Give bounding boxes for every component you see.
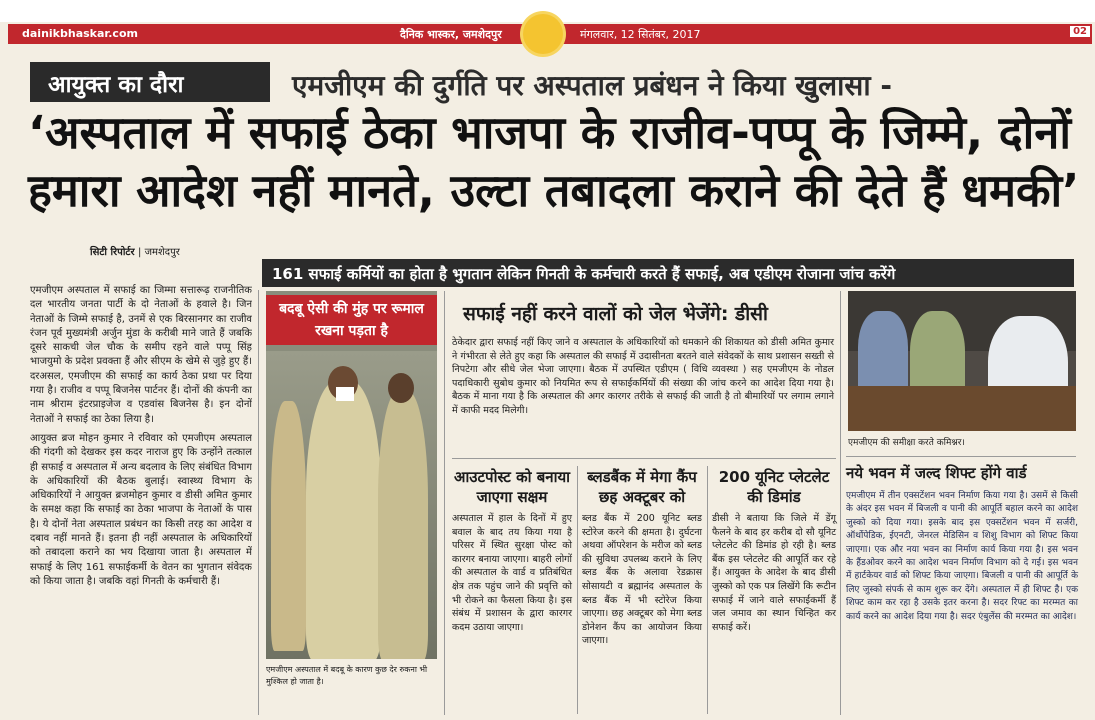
- main-headline: [28, 104, 1078, 220]
- dc-story-text: ठेकेदार द्वारा सफाई नहीं किए जाने व अस्पताल के अधिकारियों को धमकाने की शिकायत को डीसी अमित कुमार ने गंभीरता से लेते हुए कहा कि अस्पताल की सफाई में उदासीनता बरतने वाले संवेदकों के साथ प्रशासन सख्ती से निपटेगा और सीधे जेल भेजा जाएगा। बैठक में उपस्थित एडीएम ( विधि व्यवस्था ) सह एमजीएम के नोडल पदाधिकारी सुबोध कुमार को नियमित रूप से सफाईकर्मियों की संख्या की जांच करने का आदेश दिया गया है। बैठक में माना गया है कि अस्पताल की अगर कारगर तरीके से सफाई की जाती है तो बीमारियों पर लगाम लगाने में काफी मदद मिलेगी।: [452, 337, 834, 416]
- section-divider: [452, 458, 836, 459]
- person-head: [388, 373, 414, 403]
- issue-date: मंगलवार, 12 सितंबर, 2017: [580, 28, 701, 41]
- column-divider: [707, 466, 708, 714]
- hospital-photo: [266, 291, 437, 659]
- column-divider: [577, 466, 578, 714]
- new-building-text: एमजीएम में तीन एक्सटेंशन भवन निर्माण किया गया है। उसमें से किसी के अंदर इस भवन में बिजली व पानी की आपूर्ति बहाल करने का आदेश जुस्को को दिया गया। इसके बाद इस एक्सटेंशन भवन में सर्जरी, ऑर्थोपेडिक, ईएनटी, जेनरल मेडिसिन व शिशु विभाग को शिफ्ट किया जाएगा। एक और नया भवन का निर्माण कार्य किया गया है। इस भवन के हैंडओवर करने का आदेश भवन निर्माण विभाग को दे गई। इस भवन में हार्टकेयर वार्ड को शिफ्ट किया जाएगा। बिजली व पानी की आपूर्ति के लिए जुस्को संपर्क से काम शुरू कर देंगे। अस्पताल में ही शिफ्ट है। एक शिफ्ट काम कर रहा है उसके इतर करना है। सदर रिफ्ट का मरम्मत का कार्य करने का आदेश दिया गया है। सदर एंबुलेंस की मरम्मत का आदेश।: [846, 491, 1078, 622]
- byline-name: सिटी रिपोर्टर: [90, 247, 135, 258]
- platelet-text: डीसी ने बताया कि जिले में डेंगू फैलने के बाद हर करीब दो सौ यूनिट प्लेटलेट की डिमांड हो रही है। ब्लड बैंक इस प्लेटलेट की आपूर्ति कर रहे हैं। आयुक्त के आदेश के बाद डीसी जुस्को को एक पत्र लिखेंगे कि रूटीन सफाई में जाने वाले सफाईकर्मी हैं जल जमाव का स्थान चिन्हित कर सफाई करें।: [712, 513, 836, 633]
- person-figure: [306, 381, 381, 659]
- meeting-photo: [848, 291, 1076, 431]
- platelet-headline: 200 यूनिट प्लेटलेट की डिमांड: [718, 468, 830, 506]
- photo-caption: एमजीएम अस्पताल में बदबू के कारण कुछ देर रुकना भी मुश्किल हो जाता है।: [266, 665, 428, 686]
- site-url[interactable]: dainikbhaskar.com: [22, 27, 138, 40]
- outpost-text: अस्पताल में हाल के दिनों में हुए बवाल के बाद तय किया गया है परिसर में स्थित सुरक्षा पोस्ट को कारगर बनाया जाएगा। बाहरी लोगों की अस्पताल के वार्ड व प्रतिबंधित क्षेत्र तक पहुंच जाने की प्रवृत्ति को भी रोकने का फैसला किया है। इस संबंध में प्रशासन के द्वारा कारगर कदम उठाया जाएगा।: [452, 513, 572, 633]
- column-divider: [840, 291, 841, 715]
- outpost-headline: आउटपोस्ट को बनाया जाएगा सक्षम: [453, 468, 571, 506]
- section-divider: [846, 456, 1076, 457]
- story-paragraph: एमजीएम अस्पताल में सफाई का जिम्मा सत्तारूढ़ राजनीतिक दल भारतीय जनता पार्टी के दो नेताओं के हवाले है। जिन नेताओं के जिम्मे सफाई है, उनमें से एक बिरसानगर का राजीव रंजन पूर्व मुख्यमंत्री अर्जुन मुंडा के करीबी माने जाते हैं जबकि दूसरे साकची जेल चौक के समीप रहने वाले पप्पू सिंह भाजयुमो के प्रदेश प्रवक्ता हैं और सीएम के खेमे से जुड़े हुए हैं। दरअसल, एमजीएम की सफाई का कार्य ठेका प्रथा पर दिया गया है। राजीव व पप्पू बिजनेस पार्टनर हैं। दोनों की कंपनी का नाम श्रीराम इंटरप्राइजेज व एडवांस बिजनेस है। इन दोनों नेताओं ने सफाई का ठेका लिया है।: [30, 285, 252, 425]
- column-divider: [444, 291, 445, 715]
- new-building-headline: नये भवन में जल्द शिफ्ट होंगे वार्ड: [846, 464, 1027, 482]
- newspaper-brand: दैनिक भास्कर, जमशेदपुर: [400, 28, 502, 41]
- left-column-story: [30, 284, 252, 710]
- photo-tag: बदबू ऐसी की मुंह पर रूमाल रखना पड़ता है: [266, 295, 437, 345]
- dc-headline: सफाई नहीं करने वालों को जेल भेजेंगे: डीसी: [463, 303, 768, 325]
- summary-band: 161 सफाई कर्मियों का होता है भुगतान लेकिन गिनती के कर्मचारी करते हैं सफाई, अब एडीएम रोजाना जांच करेंगे: [262, 259, 1074, 287]
- table: [848, 386, 1076, 431]
- kicker-label: आयुक्त का दौरा: [30, 62, 270, 102]
- headline-line-1: ‘अस्पताल में सफाई ठेका भाजपा के राजीव-पप्पू के जिम्मे, दोनों: [28, 106, 1071, 159]
- column-divider: [258, 290, 259, 715]
- headline-line-2: हमारा आदेश नहीं मानते, उल्टा तबादला कराने की देते हैं धमकी’: [28, 164, 1080, 217]
- person-figure: [378, 391, 428, 659]
- handkerchief: [336, 387, 354, 401]
- byline: [90, 244, 180, 258]
- person-figure: [271, 401, 306, 651]
- bloodbank-text: ब्लड बैंक में 200 यूनिट ब्लड स्टोरेज करने की क्षमता है। दुर्घटना अथवा ऑपरेशन के मरीज को ब्लड की सुविधा उपलब्ध कराने के लिए ब्लड बैंक के अलावा रेडक्रास सोसायटी व ब्रह्मानंद अस्पताल के ब्लड बैंक में भी स्टोरेज किया जाएगा। छह अक्टूबर को मेगा ब्लड डोनेशन कैंप का आयोजन किया जाएगा।: [582, 513, 702, 647]
- page-number: 02: [1070, 26, 1090, 37]
- story-paragraph: आयुक्त ब्रज मोहन कुमार ने रविवार को एमजीएम अस्पताल की गंदगी को देखकर इस कदर नाराज हुए कि उन्होंने तत्काल ही सफाई व अस्पताल में अन्य बदलाव के लिए संबंधित विभाग के अधिकारियों की बैठक बुलाई। स्वास्थ्य विभाग के अधिकारियों ने आयुक्त ब्रजमोहन कुमार व डीसी अमित कुमार के समक्ष कहा कि सफाई का ठेका भाजपा के नेताओं के पास है। ये दोनों नेता अस्पताल प्रबंधन का किसी तरह का आदेश व दबाव नहीं मानते हैं। इतना ही नहीं अस्पताल के अधिकारियों को तबादला कराने का भय दिखाया जाता है। अस्पताल में सफाई के लिए 161 सफाईकर्मी के वेतन का भुगतान संवेदक को किया जाता है। जबकि वहां गिनती के कर्मचारी हैं।: [30, 432, 252, 587]
- byline-place: | जमशेदपुर: [138, 247, 180, 258]
- photo-caption: एमजीएम की समीक्षा करते कमिश्नर।: [848, 438, 965, 448]
- subheadline: एमजीएम की दुर्गति पर अस्पताल प्रबंधन ने किया खुलासा -: [292, 69, 892, 102]
- sun-logo-icon: [523, 14, 563, 54]
- bloodbank-headline: ब्लडबैंक में मेगा कैंप छह अक्टूबर को: [587, 468, 697, 506]
